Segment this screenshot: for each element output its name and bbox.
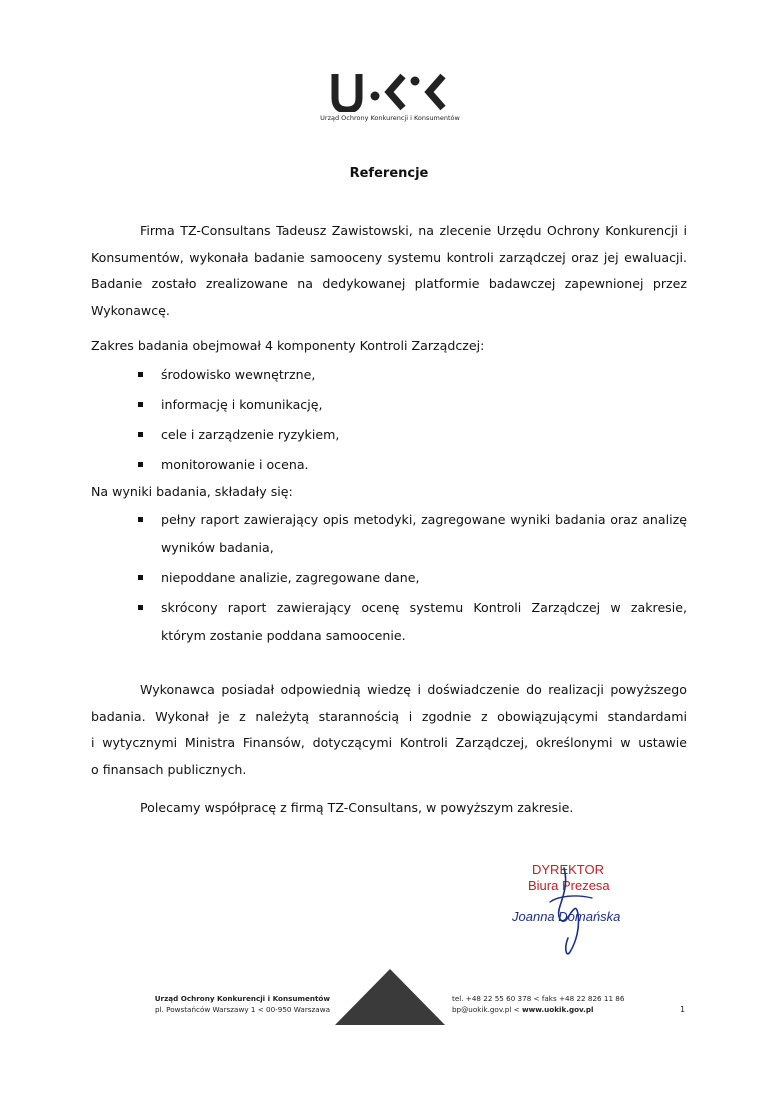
footer-org: Urząd Ochrony Konkurencji i Konsumentów bbox=[154, 994, 330, 1003]
footer-contact bbox=[452, 993, 652, 1015]
footer-email-line bbox=[452, 1004, 652, 1015]
intro-paragraph bbox=[91, 218, 687, 324]
list-item-line: niepoddane analizie, zagregowane dane, bbox=[161, 570, 420, 585]
paragraph-line: Wykonawca posiadał odpowiednią wiedzę i doświadczenie do realizacji powyższego bbox=[140, 682, 687, 697]
page-title: Referencje bbox=[349, 166, 429, 181]
list-item-text bbox=[161, 564, 687, 592]
footer-website-link[interactable]: www.uokik.gov.pl bbox=[521, 1005, 594, 1014]
list-item bbox=[138, 390, 339, 420]
footer-phone: tel. +48 22 55 60 378 < faks +48 22 826 11 86 bbox=[452, 994, 625, 1003]
footer-email: bp@uokik.gov.pl < bbox=[452, 1005, 522, 1014]
list-item-text: informację i komunikację, bbox=[161, 397, 323, 412]
handwritten-signature bbox=[506, 862, 646, 962]
results-intro: Na wyniki badania, składały się: bbox=[91, 484, 293, 499]
list-item-text: cele i zarządzenie ryzykiem, bbox=[161, 427, 340, 442]
footer-street: pl. Powstańców Warszawy 1 < 00-950 Warszawa bbox=[155, 1005, 330, 1014]
list-item bbox=[138, 450, 339, 480]
bullet-icon bbox=[138, 432, 143, 437]
bullet-icon bbox=[138, 605, 143, 610]
paragraph-line: badania. Wykonał je z należytą starannością i zgodnie z obowiązującymi standardami bbox=[91, 708, 687, 724]
paragraph-line: i wytycznymi Ministra Finansów, dotyczącymi Kontroli Zarządczej, określonymi w ustawie bbox=[91, 735, 687, 750]
list-item bbox=[138, 420, 339, 450]
list-item-line: pełny raport zawierający opis metodyki, zagregowane wyniki badania oraz analizę bbox=[161, 512, 687, 527]
logo-subtitle: Urząd Ochrony Konkurencji i Konsumentów bbox=[320, 114, 460, 122]
list-item bbox=[138, 506, 687, 562]
list-item bbox=[138, 564, 687, 592]
bullet-icon bbox=[138, 517, 143, 522]
list-item-text: środowisko wewnętrzne, bbox=[161, 367, 316, 382]
list-item bbox=[138, 594, 687, 650]
list-item-text bbox=[161, 506, 687, 562]
paragraph-line: Firma TZ-Consultans Tadeusz Zawistowski, na zlecenie Urzędu Ochrony Konkurencji i bbox=[140, 223, 687, 238]
bullet-icon bbox=[138, 575, 143, 580]
components-list bbox=[138, 360, 339, 480]
bullet-icon bbox=[138, 402, 143, 407]
scope-intro: Zakres badania obejmował 4 komponenty Kontroli Zarządczej: bbox=[91, 338, 485, 353]
uokik-logo-mark bbox=[331, 72, 449, 112]
list-item-line: wyników badania, bbox=[161, 540, 274, 555]
results-list bbox=[138, 506, 687, 652]
list-item-text: monitorowanie i ocena. bbox=[161, 457, 309, 472]
footer-address bbox=[120, 993, 330, 1015]
paragraph-line: o finansach publicznych. bbox=[91, 761, 247, 777]
signature-stamp bbox=[506, 862, 646, 962]
list-item-line: którym zostanie poddana samoocenie. bbox=[161, 628, 406, 643]
qualification-paragraph bbox=[91, 677, 687, 783]
paragraph-line: Wykonawcę. bbox=[91, 302, 170, 318]
recommendation-text: Polecamy współpracę z firmą TZ-Consultans, w powyższym zakresie. bbox=[140, 800, 574, 815]
bullet-icon bbox=[138, 372, 143, 377]
page-number: 1 bbox=[680, 1005, 686, 1014]
paragraph-line: Badanie zostało zrealizowane na dedykowanej platformie badawczej zapewnionej przez bbox=[91, 276, 687, 291]
list-item-text bbox=[161, 594, 687, 650]
paragraph-line: Konsumentów, wykonała badanie samooceny systemu kontroli zarządczej oraz jej ewaluacji. bbox=[91, 249, 687, 265]
stamp-name: Joanna Domańska bbox=[512, 909, 621, 924]
stamp-office: Biura Prezesa bbox=[528, 878, 610, 893]
list-item-line: skrócony raport zawierający ocenę systemu Kontroli Zarządczej w zakresie, bbox=[161, 600, 687, 615]
list-item bbox=[138, 360, 339, 390]
stamp-title: DYREKTOR bbox=[532, 862, 604, 877]
uokik-logo bbox=[300, 72, 480, 122]
bullet-icon bbox=[138, 462, 143, 467]
footer-triangle-icon bbox=[335, 969, 445, 1025]
